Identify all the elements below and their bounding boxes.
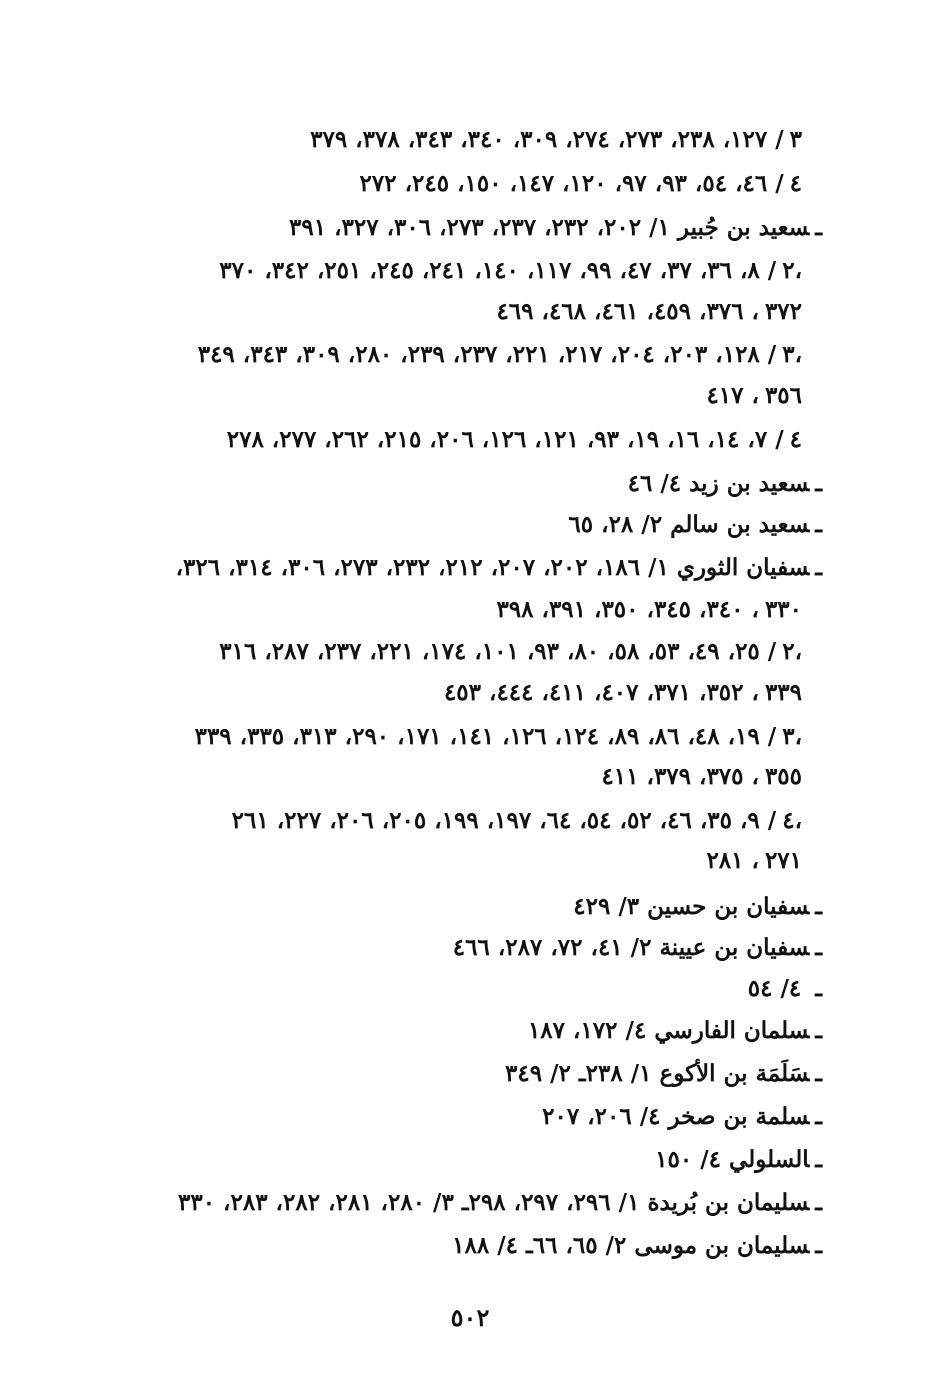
entry-refs: ٢/ ٢٥، ٤٩، ٥٣، ٥٨، ٨٠، ٩٣، ١٠١، ١٧٤، ٢٢١، ٢٣٧، ٢٨٧، ٣١٦، <box>219 638 802 665</box>
entry-dash: ـ <box>815 470 822 497</box>
entry-name: سليمان بن بُريدة <box>647 1189 810 1216</box>
entry-refs: ٢/ ٢٨، ٦٥ <box>568 511 663 538</box>
entry-refs: ٤/ ٤٦، ٥٤، ٩٣، ٩٧، ١٢٠، ١٤٧، ١٥٠، ٢٤٥، ٢٧٢ <box>359 170 802 197</box>
entry-name: سليمان بن موسى <box>634 1232 810 1259</box>
entry-dash: ـ <box>815 1146 822 1173</box>
entry-dash: ـ <box>815 1017 822 1044</box>
entry-dash: ـ <box>815 511 822 538</box>
index-line <box>655 1145 822 1175</box>
index-line <box>178 1188 822 1218</box>
entry-dash: ـ <box>815 1189 822 1216</box>
index-line <box>573 892 822 922</box>
index-line <box>444 678 802 708</box>
entry-name: سعيد بن سالم <box>670 511 810 538</box>
entry-dash: ـ <box>815 1103 822 1130</box>
entry-refs: ٣/ ١٩، ٤٨، ٨٦، ٨٩، ١٢٤، ١٢٦، ١٤١، ١٧١، ٢٩٠، ٣١٣، ٣٣٥، ٣٣٩، <box>194 723 802 750</box>
entry-refs: ٣٥٥، ٣٧٥، ٣٧٩، ٤١١ <box>601 763 802 790</box>
index-line <box>227 425 802 455</box>
index-line <box>289 213 822 243</box>
entry-refs: ٣٣٠، ٣٤٠، ٣٤٥، ٣٥٠، ٣٩١، ٣٩٨ <box>496 596 802 623</box>
entry-refs: ٤/ ١٥٠ <box>655 1146 722 1173</box>
entry-refs: ٤/ ٧، ١٤، ١٦، ١٩، ٩٣، ١٢١، ١٢٦، ٢٠٦، ٢١٥، ٢٦٢، ٢٧٧، ٢٧٨ <box>226 426 802 453</box>
index-line <box>219 637 802 667</box>
entry-refs: ٢/ ٤١، ٧٢، ٢٨٧، ٤٦٦ <box>452 934 652 961</box>
index-line <box>219 256 802 286</box>
entry-dash: ـ <box>815 1232 822 1259</box>
entry-refs: ٤/ ٢٠٦، ٢٠٧ <box>542 1103 661 1130</box>
entry-refs: ٣/ ١٢٨، ٢٠٣، ٢٠٤، ٢١٧، ٢٢١، ٢٣٧، ٢٣٩، ٢٨٠، ٣٠٩، ٣٤٣، ٣٤٩، <box>197 341 802 368</box>
entry-refs: ٤/ ٩، ٣٥، ٤٦، ٥٢، ٥٤، ٦٤، ١٩٧، ١٩٩، ٢٠٥، ٢٠٦، ٢٢٧، ٢٦١، <box>231 807 802 834</box>
entry-name: سعيد بن جُبير <box>677 214 810 241</box>
index-line <box>505 1059 822 1089</box>
entry-dash: ـ <box>815 975 822 1002</box>
entry-name: سعيد بن زيد <box>689 470 810 497</box>
index-line <box>496 595 802 625</box>
entry-dash: ـ <box>815 554 822 581</box>
entry-refs: ١/ ٢٣٨ـ ٢/ ٣٤٩ <box>505 1060 652 1087</box>
entry-dash: ـ <box>815 1060 822 1087</box>
entry-name: السلولي <box>729 1146 810 1173</box>
index-line <box>453 933 822 963</box>
index-line <box>628 469 822 499</box>
index-line <box>176 553 822 583</box>
entry-dash: ـ <box>815 893 822 920</box>
entry-refs: ٣/ ٤٢٩ <box>573 893 640 920</box>
index-line <box>198 340 802 370</box>
entry-refs: ٣٥٦، ٤١٧ <box>706 382 802 409</box>
index-line <box>452 1231 822 1261</box>
entry-name: سفيان الثوري <box>676 554 810 581</box>
index-line <box>195 722 802 752</box>
index-line <box>542 1102 822 1132</box>
entry-name: سفيان بن عيينة <box>659 934 810 961</box>
entry-refs: ٣٣٩، ٣٥٢، ٣٧١، ٤٠٧، ٤١١، ٤٤٤، ٤٥٣ <box>443 679 802 706</box>
index-line <box>568 510 822 540</box>
entry-name: سفيان بن حسين <box>647 893 810 920</box>
entry-refs: ٣/ ١٢٧، ٢٣٨، ٢٧٣، ٢٧٤، ٣٠٩، ٣٤٠، ٣٤٣، ٣٧٨، ٣٧٩ <box>310 126 802 153</box>
entry-refs: ٤/ ٥٤ <box>747 975 802 1002</box>
entry-refs: ٤/ ٤٦ <box>627 470 682 497</box>
index-line <box>706 381 802 411</box>
index-line <box>601 762 802 792</box>
index-line <box>496 297 802 327</box>
entry-refs: ١/ ١٨٦، ٢٠٢، ٢٠٧، ٢١٢، ٢٣٢، ٢٧٣، ٣٠٦، ٣١٤، ٣٢٦، <box>175 554 669 581</box>
entry-name: سَلَمَة بن الأكوع <box>659 1060 810 1087</box>
entry-refs: ٣٧٢، ٣٧٦، ٤٥٩، ٤٦١، ٤٦٨، ٤٦٩ <box>496 298 802 325</box>
entry-refs: ١/ ٢٠٢، ٢٣٢، ٢٣٧، ٢٧٣، ٣٠٦، ٣٢٧، ٣٩١ <box>289 214 670 241</box>
index-line <box>360 169 802 199</box>
entry-dash: ـ <box>815 934 822 961</box>
entry-refs: ٤/ ١٧٢، ١٨٧ <box>527 1017 647 1044</box>
entry-refs: ٢/ ٦٥، ٦٦ـ ٤/ ١٨٨ <box>452 1232 627 1259</box>
entry-dash: ـ <box>815 214 822 241</box>
entry-refs: ١/ ٢٩٦، ٢٩٧، ٢٩٨ـ ٣/ ٢٨٠، ٢٨١، ٢٨٢، ٢٨٣، ٣٣٠ <box>177 1189 640 1216</box>
index-line <box>528 1016 822 1046</box>
entry-refs: ٢/ ٨، ٣٦، ٣٧، ٤٧، ٩٩، ١١٧، ١٤٠، ٢٤١، ٢٤٥، ٢٥١، ٣٤٢، ٣٧٠، <box>219 257 802 284</box>
entry-name: سلمة بن صخر <box>668 1103 810 1130</box>
entry-refs: ٢٧١، ٢٨١ <box>706 847 802 874</box>
entry-name: سلمان الفارسي <box>654 1017 810 1044</box>
index-line <box>748 974 822 1004</box>
index-line <box>310 125 802 155</box>
index-line <box>706 846 802 876</box>
index-line <box>232 806 802 836</box>
page-number: ٥٠٢ <box>450 1303 490 1332</box>
